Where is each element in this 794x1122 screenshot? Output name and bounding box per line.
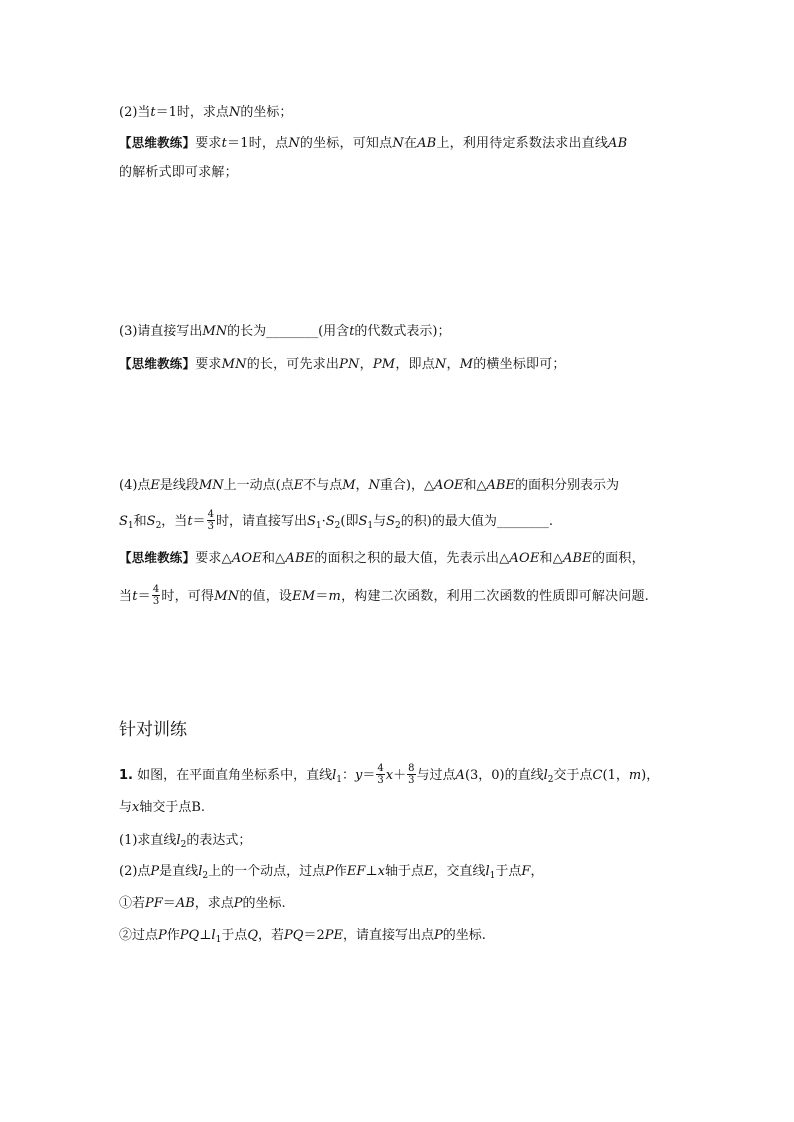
exercise1-part1: (1)求直线$l_2$的表达式； [119, 833, 252, 850]
q2-hint-label: 【思维教练】 [119, 135, 196, 150]
q2-question: (2)当t＝1时，求点N的坐标； [119, 105, 293, 120]
exercise1-sub2: ②过点P作$PQ\perp l_1$于点Q，若PQ＝2PE，请直接写出点P的坐标. [119, 928, 486, 945]
exercise1-line1: 1. 如图，在平面直角坐标系中，直线$l_1$：y＝ $\frac{4}{3}$ x＋ $\frac{8}{3}$ 与过点A(3，0)的直线$l_2$交于点C(1，m)， [119, 763, 660, 786]
q2-hint-line2: 的解析式即可求解； [119, 165, 238, 180]
exercise1-number: 1. [119, 768, 133, 783]
q4-question-line1: (4)点E是线段MN上一动点(点E不与点M，N重合)，△AOE和△ABE的面积分别表示为 [119, 478, 619, 493]
q4-hint-line2: 当t＝ $\frac{4}{3}$ 时，可得MN的值，设EM＝m，构建二次函数，利用二次函数的性质即可解决问题. [119, 584, 649, 607]
q4-hint-fraction: $\frac{4}{3}$ [152, 584, 160, 607]
exercise1-part2: (2)点P是直线$l_2$上的一个动点，过点P作EF⊥x轴于点E，交直线$l_1$于点F， [119, 864, 544, 881]
q3-hint-label: 【思维教练】 [119, 356, 196, 371]
intercept-fraction: $\frac{8}{3}$ [408, 763, 415, 786]
section-title: 针对训练 [119, 720, 187, 740]
q4-question-line2: $S_1$和$S_2$，当t＝ $\frac{4}{3}$ 时，请直接写出$S_1\cdot S_2$(即$S_1$与$S_2$的积)的最大值为________. [119, 509, 553, 532]
q3-question: (3)请直接写出MN的长为________(用含t的代数式表示)； [119, 324, 451, 339]
exercise1-sub1: ①若PF＝AB，求点P的坐标. [119, 896, 286, 911]
exercise1-line2: 与x轴交于点B. [119, 800, 206, 815]
q4-hint-line1: 【思维教练】要求△AOE和△ABE的面积之积的最大值，先表示出△AOE和△ABE的面积， [119, 550, 645, 566]
slope-fraction: $\frac{4}{3}$ [377, 763, 384, 786]
q4-hint-label: 【思维教练】 [119, 550, 196, 565]
q4-fraction: $\frac{4}{3}$ [207, 509, 214, 532]
q3-hint: 【思维教练】要求MN的长，可先求出PN，PM，即点N，M的横坐标即可； [119, 356, 566, 372]
q2-hint-line1: 【思维教练】要求t＝1时，点N的坐标，可知点N在AB上，利用待定系数法求出直线AB [119, 135, 628, 151]
